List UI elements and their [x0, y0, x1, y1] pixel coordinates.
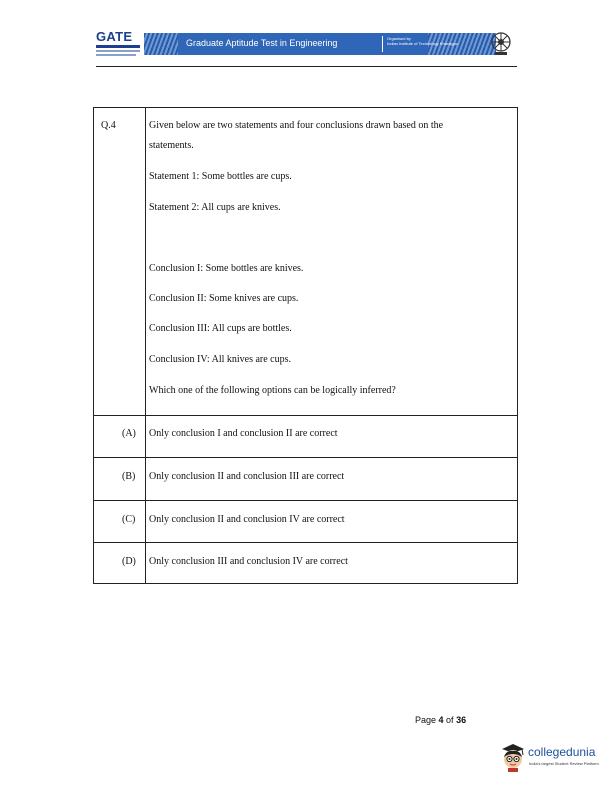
brand-tagline: India's largest Student Review Platform	[529, 761, 599, 766]
conclusion-2: Conclusion II: Some knives are cups.	[149, 293, 299, 304]
banner-separator	[382, 36, 383, 52]
page-current: 4	[438, 715, 444, 725]
collegedunia-logo	[500, 740, 610, 774]
organizer-line: Organised by	[387, 36, 411, 41]
question-table	[93, 107, 518, 584]
row-divider	[94, 542, 517, 543]
option-c-label: (C)	[122, 514, 136, 525]
question-line: statements.	[149, 140, 194, 151]
gate-logo-text: GATE	[96, 29, 133, 44]
statement-1: Statement 1: Some bottles are cups.	[149, 171, 292, 182]
conclusion-1: Conclusion I: Some bottles are knives.	[149, 263, 304, 274]
option-c-text: Only conclusion II and conclusion IV are correct	[149, 514, 345, 525]
mascot-icon	[500, 742, 526, 772]
organizer-line: Indian Institute of Technology Kharagpur	[387, 41, 459, 46]
column-divider	[145, 108, 146, 583]
header-divider	[96, 66, 517, 67]
option-d-label: (D)	[122, 556, 136, 567]
iit-emblem-icon	[489, 31, 513, 57]
gate-banner	[144, 33, 496, 55]
gate-logo	[96, 30, 142, 58]
conclusion-4: Conclusion IV: All knives are cups.	[149, 354, 292, 365]
row-divider	[94, 415, 517, 416]
page-of: of	[443, 715, 457, 725]
gate-logo-subline	[96, 50, 140, 52]
question-number: Q.4	[101, 120, 116, 131]
page-prefix: Page	[415, 715, 439, 725]
option-a-text: Only conclusion I and conclusion II are correct	[149, 428, 338, 439]
page-header	[96, 28, 516, 60]
page-total: 36	[456, 715, 467, 725]
gate-logo-bar	[96, 45, 140, 48]
row-divider	[94, 457, 517, 458]
question-prompt: Which one of the following options can be logically inferred?	[149, 385, 396, 396]
banner-organizer	[387, 36, 459, 46]
option-b-label: (B)	[122, 471, 136, 482]
option-d-text: Only conclusion III and conclusion IV are correct	[149, 556, 348, 567]
row-divider	[94, 500, 517, 501]
statement-2: Statement 2: All cups are knives.	[149, 202, 281, 213]
option-b-text: Only conclusion II and conclusion III are correct	[149, 471, 345, 482]
banner-title: Graduate Aptitude Test in Engineering	[186, 38, 338, 48]
page-number	[415, 715, 466, 725]
brand-name: collegedunia	[528, 745, 596, 759]
gate-logo-subline	[96, 54, 136, 56]
conclusion-3: Conclusion III: All cups are bottles.	[149, 323, 292, 334]
option-a-label: (A)	[122, 428, 136, 439]
question-line: Given below are two statements and four conclusions drawn based on the	[149, 120, 444, 131]
